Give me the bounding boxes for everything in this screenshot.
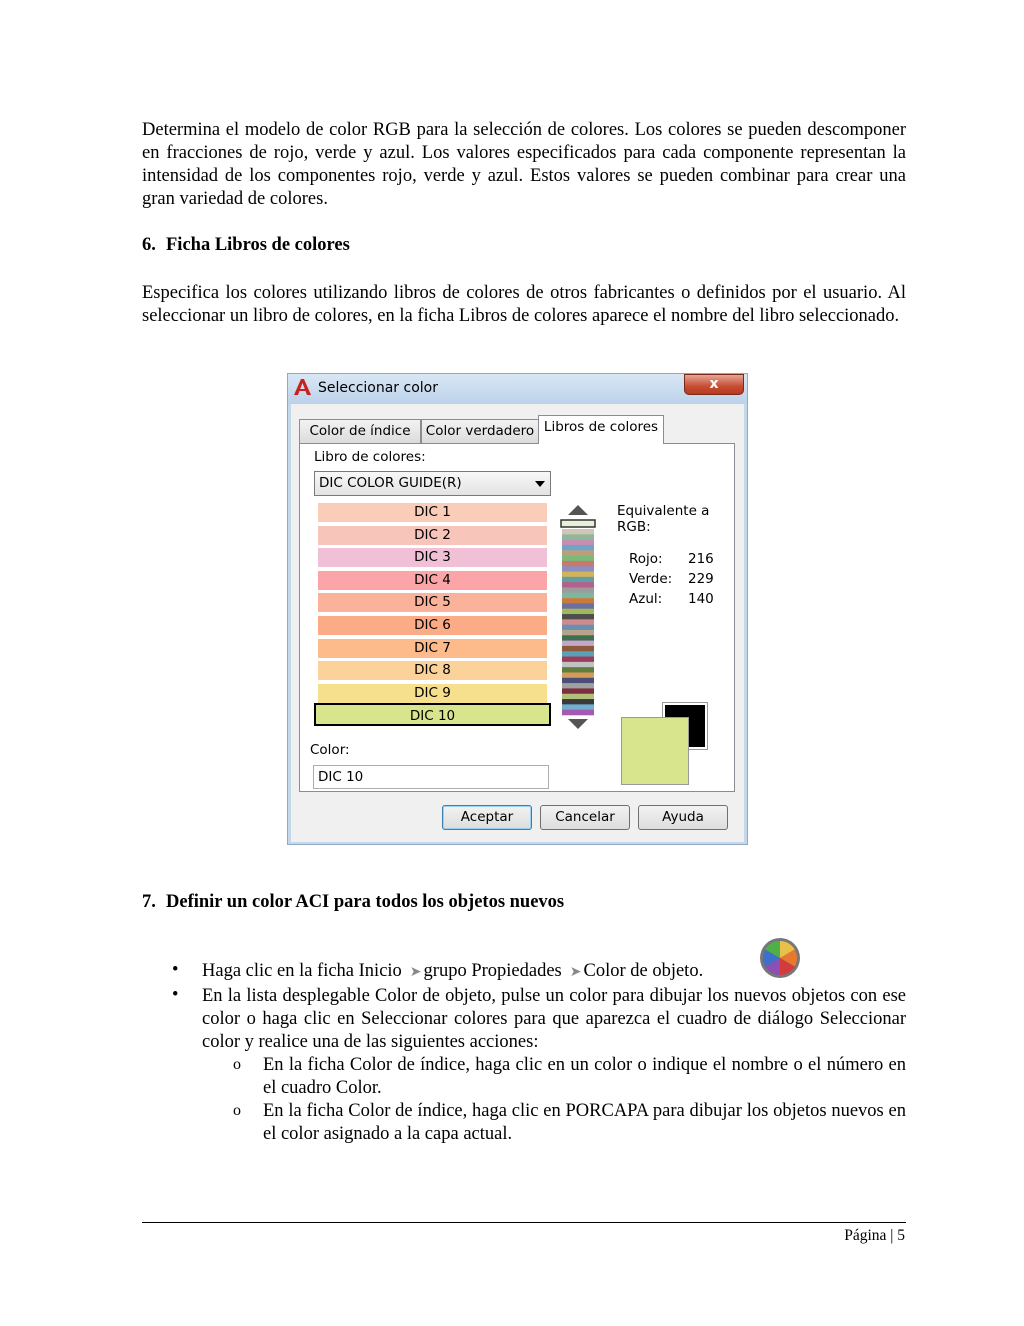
color-input-value: DIC 10 (318, 769, 364, 785)
strip-color-band (562, 710, 594, 716)
strip-color-band (562, 619, 594, 625)
dialog-client-area (291, 404, 744, 842)
section-6-number: 6. (142, 235, 156, 255)
bullet-icon: • (172, 960, 179, 980)
close-button[interactable]: x (684, 374, 744, 395)
chevron-down-icon (535, 481, 545, 487)
color-label: Color: (310, 742, 350, 758)
sub-bullet-2: En la ficha Color de índice, haga clic en PORCAPA para dibujar los objetos nuevos en el color asignado a la capa actual. (263, 1101, 906, 1144)
strip-color-band (562, 704, 594, 710)
strip-color-band (562, 556, 594, 562)
arrow-icon: ➤ (569, 964, 582, 980)
strip-color-band (562, 641, 594, 647)
dialog-title: Seleccionar color (318, 380, 438, 396)
bullet-1-part-3: Color de objeto. (583, 961, 704, 981)
green-value: 229 (688, 571, 714, 587)
strip-color-band (562, 561, 594, 567)
new-color-preview (621, 717, 689, 785)
swatch-item[interactable]: DIC 9 (318, 684, 547, 703)
swatch-item[interactable]: DIC 7 (318, 639, 547, 658)
strip-color-band (562, 683, 594, 689)
strip-color-band (562, 545, 594, 551)
strip-color-band (562, 534, 594, 540)
section-6-heading (142, 235, 350, 256)
ok-button[interactable]: Aceptar (442, 805, 532, 830)
strip-color-band (562, 587, 594, 593)
color-book-value: DIC COLOR GUIDE(R) (319, 475, 462, 491)
section-7-heading (142, 892, 564, 913)
red-value: 216 (688, 551, 714, 567)
swatch-item[interactable]: DIC 4 (318, 571, 547, 590)
scroll-down-icon (568, 719, 588, 729)
bullet-2: En la lista desplegable Color de objeto, pulse un color para dibujar los nuevos objetos con ese color o haga clic en Seleccionar colores para que aparezca el cuadro de diálogo Seleccionar color y realice una de las siguientes acciones: (202, 986, 906, 1052)
strip-color-band (562, 598, 594, 604)
bullet-1-part-1: Haga clic en la ficha Inicio (202, 961, 402, 981)
section-6-paragraph: Especifica los colores utilizando libros de colores de otros fabricantes o definidos por el usuario. Al seleccionar un libro de colores, en la ficha Libros de colores aparece el nombre del libro seleccionado. (142, 283, 906, 326)
swatch-item[interactable]: DIC 6 (318, 616, 547, 635)
page-number: Página | 5 (844, 1227, 905, 1244)
book-label: Libro de colores: (314, 449, 426, 465)
color-strip-scrollbar[interactable] (560, 503, 596, 733)
tab-color-de-indice[interactable]: Color de índice (299, 419, 421, 443)
scroll-up-icon (568, 505, 588, 515)
help-button[interactable]: Ayuda (638, 805, 728, 830)
rgb-heading: Equivalente a RGB: (617, 503, 710, 535)
select-color-dialog (287, 373, 748, 845)
dialog-titlebar (288, 374, 747, 404)
section-7-title: Definir un color ACI para todos los objetos nuevos (166, 892, 565, 912)
tab-color-verdadero[interactable]: Color verdadero (421, 419, 539, 443)
swatch-item[interactable]: DIC 1 (318, 503, 547, 522)
tab-libros-de-colores[interactable]: Libros de colores (538, 415, 664, 444)
arrow-icon: ➤ (409, 964, 422, 980)
strip-color-band (562, 614, 594, 620)
section-6-title: Ficha Libros de colores (166, 235, 350, 255)
bullet-1-part-2: grupo Propiedades (423, 961, 562, 981)
strip-color-band (562, 630, 594, 636)
sub-bullet-icon: o (233, 1056, 241, 1073)
sub-bullet-icon: o (233, 1102, 241, 1119)
strip-color-band (562, 577, 594, 583)
strip-color-band (562, 582, 594, 588)
swatch-item[interactable]: DIC 5 (318, 593, 547, 612)
strip-color-band (562, 699, 594, 705)
intro-paragraph: Determina el modelo de color RGB para la selección de colores. Los colores se pueden descomponer en fracciones de rojo, verde y azul. Los valores especificados para cada componente representan la intensidad de los componentes rojo, verde y azul. Estos valores se pueden combinar para crear una gran variedad de colores. (142, 120, 906, 209)
color-wheel-icon (759, 937, 801, 979)
blue-value: 140 (688, 591, 714, 607)
strip-color-band (562, 540, 594, 546)
red-label: Rojo: (629, 551, 663, 567)
blue-label: Azul: (629, 591, 663, 607)
bullet-icon: • (172, 985, 179, 1005)
swatch-item[interactable]: DIC 8 (318, 661, 547, 680)
cancel-button[interactable]: Cancelar (540, 805, 630, 830)
sub-bullet-1: En la ficha Color de índice, haga clic en un color o indique el nombre o el número en el cuadro Color. (263, 1055, 906, 1098)
swatch-item[interactable]: DIC 3 (318, 548, 547, 567)
strip-color-band (562, 572, 594, 578)
strip-color-band (562, 609, 594, 615)
swatch-item[interactable]: DIC 2 (318, 526, 547, 545)
section-7-number: 7. (142, 892, 156, 912)
strip-color-band (562, 635, 594, 641)
strip-color-band (562, 603, 594, 609)
strip-color-band (562, 566, 594, 572)
strip-color-band (562, 593, 594, 599)
strip-color-band (562, 672, 594, 678)
strip-color-band (562, 651, 594, 657)
color-input[interactable] (313, 765, 549, 789)
autocad-logo-icon (292, 377, 312, 397)
strip-color-band (562, 550, 594, 556)
scroll-thumb (561, 520, 595, 527)
footer-divider (142, 1222, 906, 1223)
strip-color-band (562, 678, 594, 684)
strip-color-band (562, 657, 594, 663)
green-label: Verde: (629, 571, 673, 587)
strip-color-band (562, 694, 594, 700)
swatch-selected[interactable]: DIC 10 (314, 703, 551, 726)
strip-color-band (562, 625, 594, 631)
tab-panel (299, 443, 735, 792)
strip-color-band (562, 662, 594, 668)
color-book-dropdown[interactable] (314, 471, 551, 496)
strip-color-band (562, 688, 594, 694)
strip-color-band (562, 646, 594, 652)
strip-color-band (562, 667, 594, 673)
strip-color-band (562, 529, 594, 535)
